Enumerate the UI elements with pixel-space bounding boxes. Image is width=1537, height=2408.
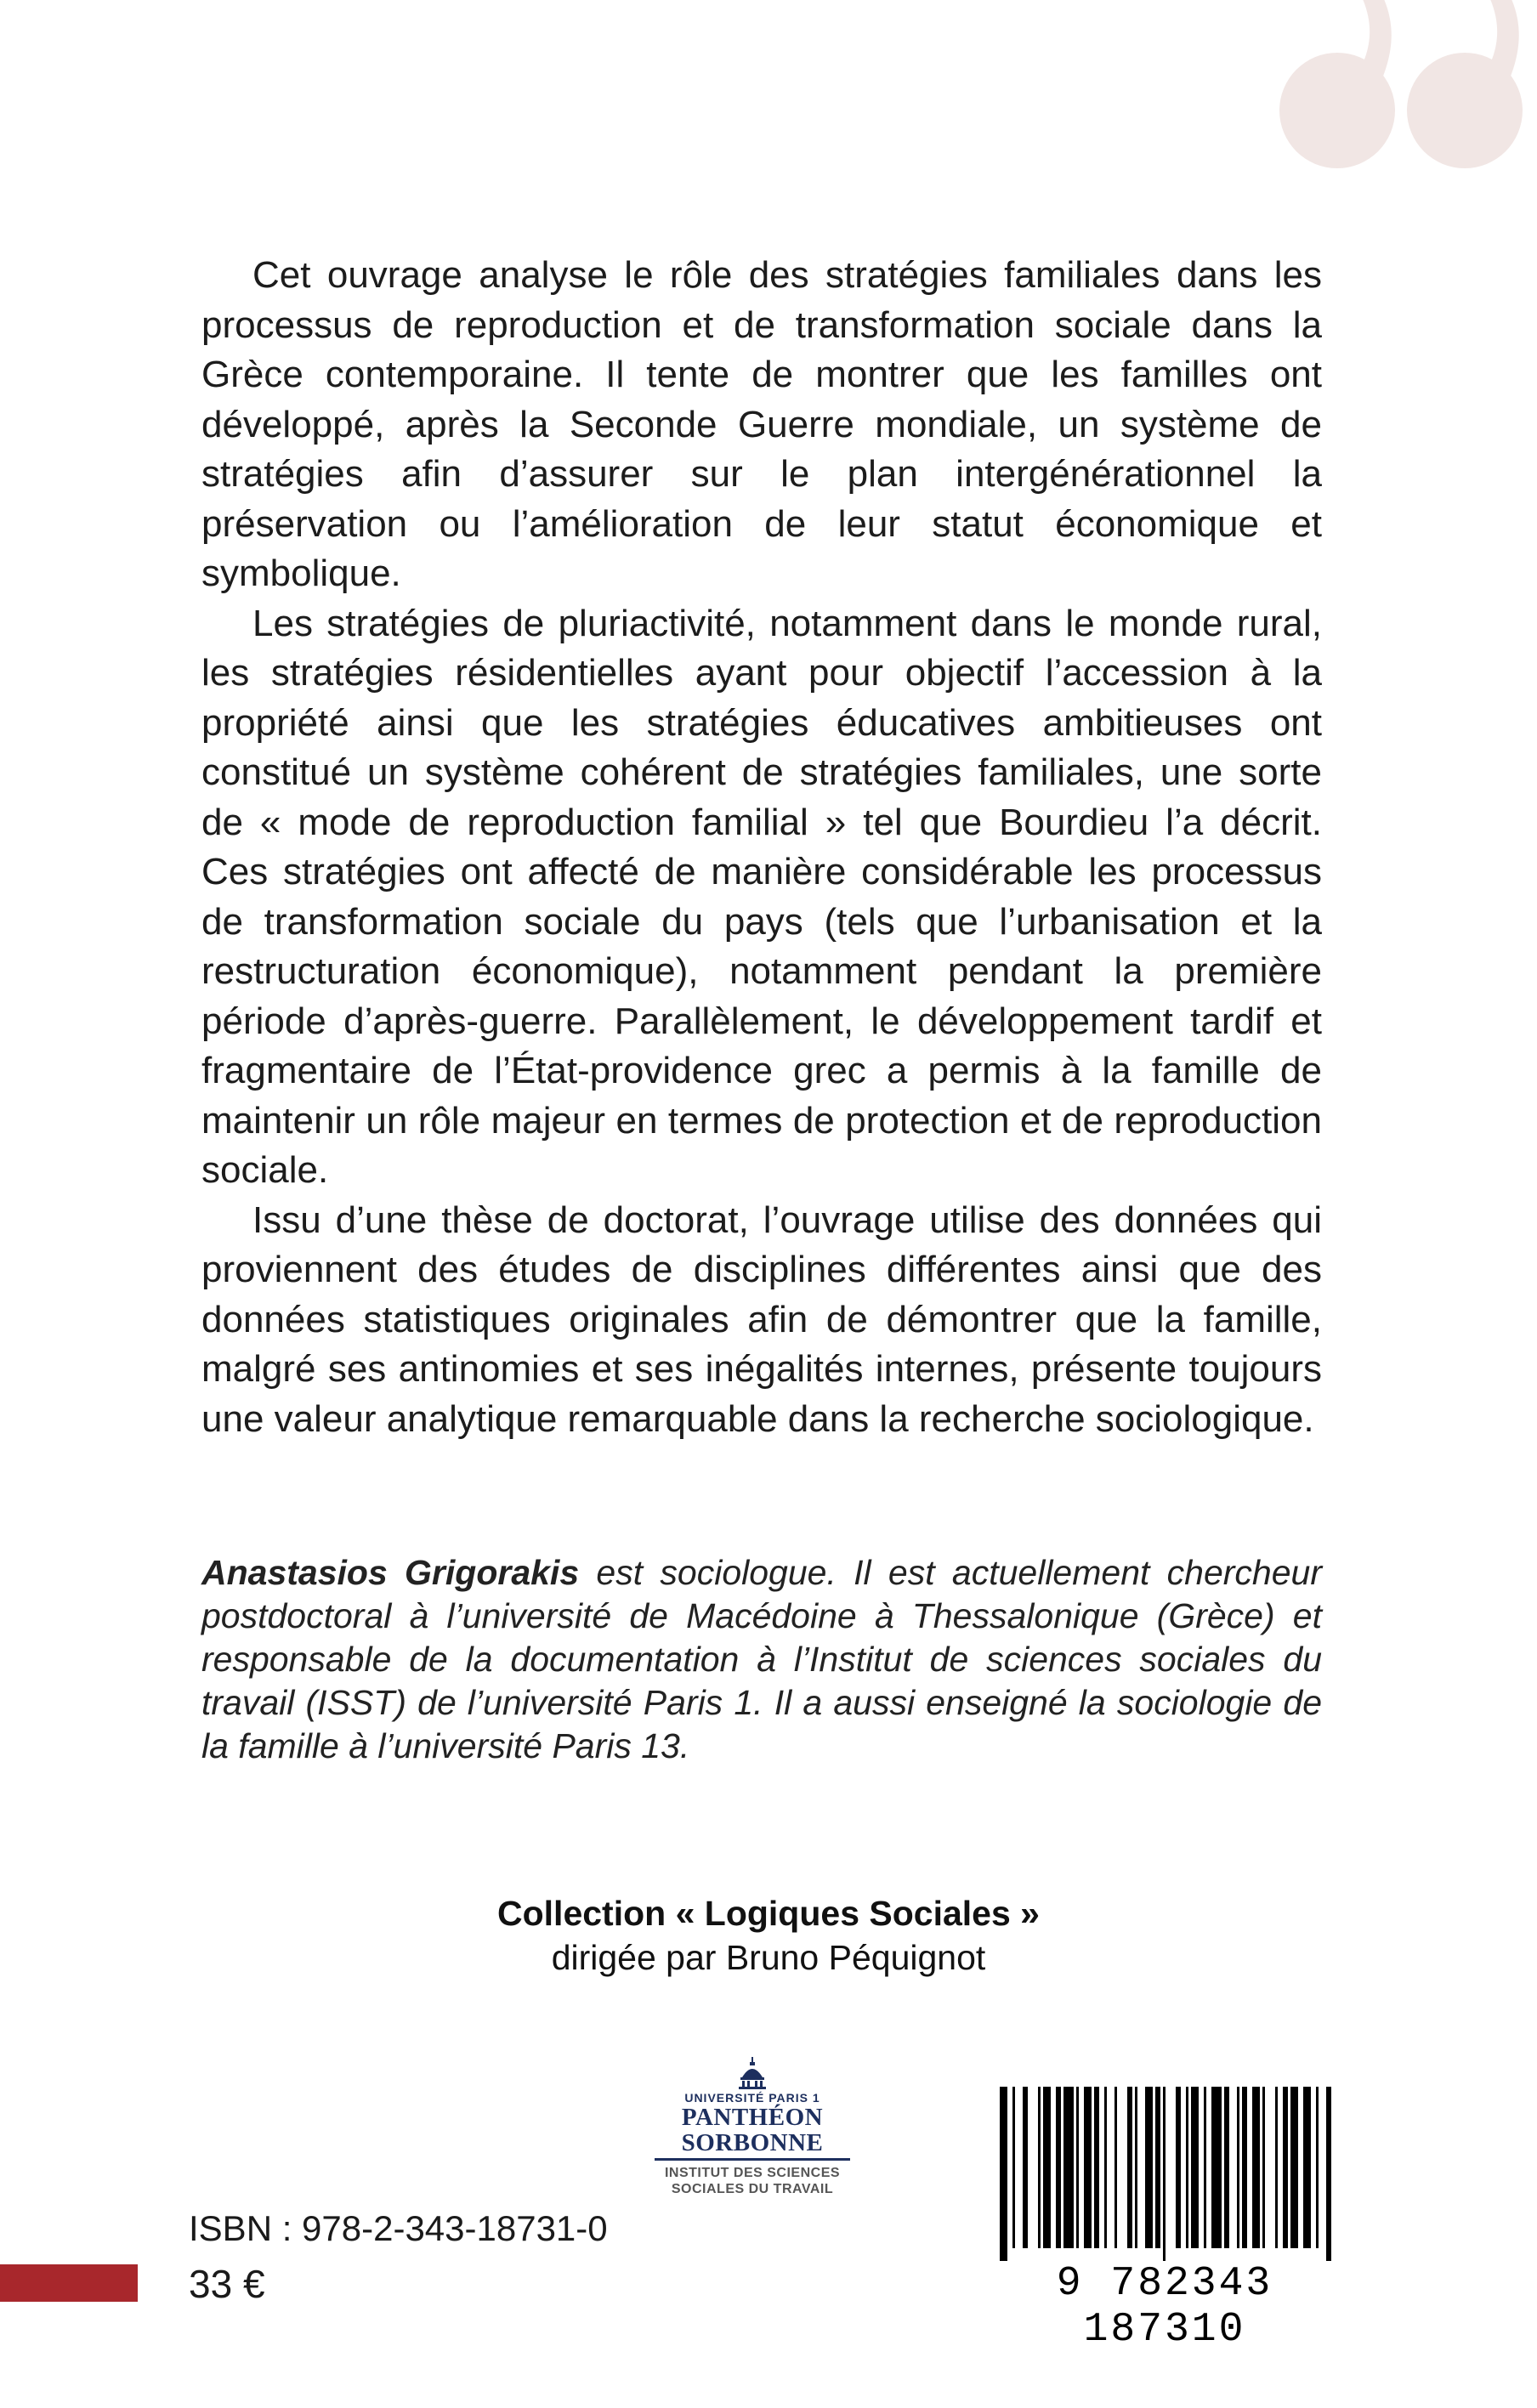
barcode-bar [1127,2087,1132,2248]
collection-info [0,1891,1537,1980]
barcode-bar [1191,2087,1199,2248]
decorative-quote-mark-icon [1248,0,1537,178]
logo-line-3: INSTITUT DES SCIENCES [664,2166,841,2180]
collection-title: Collection « Logiques Sociales » [497,1894,1040,1933]
barcode-bar [1186,2087,1188,2248]
author-bio [201,1551,1322,1768]
barcode-bar [1283,2087,1288,2248]
barcode-bar [1023,2087,1028,2248]
isbn-text: ISBN : 978-2-343-18731-0 [189,2208,608,2248]
barcode-bar [1262,2087,1265,2248]
logo-line-1: UNIVERSITÉ PARIS 1 [684,2091,820,2105]
barcode-bar [1145,2087,1153,2248]
barcode-bar [1063,2087,1074,2248]
barcode-bar [1056,2087,1061,2248]
barcode-bar [1114,2087,1117,2248]
logo-divider [655,2158,850,2161]
barcode-bar [1290,2087,1298,2248]
barcode-bar [1224,2087,1229,2248]
barcode-bar [1084,2087,1092,2248]
summary-paragraph-1: Cet ouvrage analyse le rôle des stratégies familiales dans les processus de reproduction et de transformation sociale dans la Grèce contemporaine. Il tente de montrer que les familles ont développé, après la Seconde Guerre mondiale, un système de stratégies afin d’assurer sur le plan intergénérationnel la préservation ou l’amélioration de leur statut économique et symbolique. [201,254,1322,594]
pantheon-dome-icon [735,2057,769,2089]
barcode-bar [1176,2087,1181,2248]
logo-line-4: SOCIALES DU TRAVAIL [671,2182,834,2196]
logo-line-2: PANTHÉON SORBONNE [681,2104,824,2156]
barcode-bar [1252,2087,1260,2248]
barcode-bar [1076,2087,1079,2248]
collection-director: dirigée par Bruno Péquignot [551,1938,986,1977]
barcode-bar [1163,2087,1166,2261]
barcode-bar [1237,2087,1239,2248]
barcode-number: 9 782343 187310 [1056,2261,1273,2353]
barcode-bar [1104,2087,1107,2248]
barcode-bar [1094,2087,1099,2248]
barcode-bar [1038,2087,1041,2248]
author-name: Anastasios Grigorakis [201,1553,580,1592]
accent-bar [0,2264,138,2302]
barcode-bar [1000,2087,1007,2261]
price-text: 33 € [189,2262,265,2306]
barcode-bar [1303,2087,1311,2248]
university-logo [621,2057,884,2197]
back-cover-summary [201,251,1322,1444]
barcode-bar [1211,2087,1222,2248]
barcode-bar [1242,2087,1247,2248]
summary-paragraph-2: Les stratégies de pluriactivité, notamment dans le monde rural, les stratégies résidentielles ayant pour objectif l’accession à la propriété ainsi que les stratégies éducatives ambitieuses ont constitué un système cohérent de stratégies familiales, une sorte de « mode de reproduction familial » tel que Bourdieu l’a décrit. Ces stratégies ont affecté de manière considérable les processus de transformation sociale du pays (tels que l’urbanisation et la restructuration économique), notamment pendant la première période d’après-guerre. Parallèlement, le développement tardif et fragmentaire de l’État-providence grec a permis à la famille de maintenir un rôle majeur en termes de protection et de reproduction sociale. [201,602,1322,1191]
barcode-bar [1043,2087,1051,2248]
barcode-bar [1326,2087,1331,2261]
barcode-bar [1155,2087,1160,2248]
summary-paragraph-3: Issu d’une thèse de doctorat, l’ouvrage utilise des données qui proviennent des études de disciplines différentes ainsi que des données statistiques originales afin de démontrer que la famille, malgré ses antinomies et ses inégalités internes, présente toujours une valeur analytique remarquable dans la recherche sociologique. [201,1198,1322,1440]
barcode-bar [1316,2087,1319,2248]
barcode-bar [1135,2087,1137,2248]
barcode-bar [1204,2087,1206,2248]
author-bio-text: est sociologue. Il est actuellement chercheur postdoctoral à l’université de Macédoine à Thessalonique (Grèce) et responsable de la documentation à l’Institut de sciences sociales du travail (ISST) de l’université Paris 1. Il a aussi enseigné la sociologie de la famille à l’université Paris 13. [201,1553,1322,1765]
barcode-bar [1275,2087,1278,2248]
barcode-bar [1012,2087,1015,2248]
